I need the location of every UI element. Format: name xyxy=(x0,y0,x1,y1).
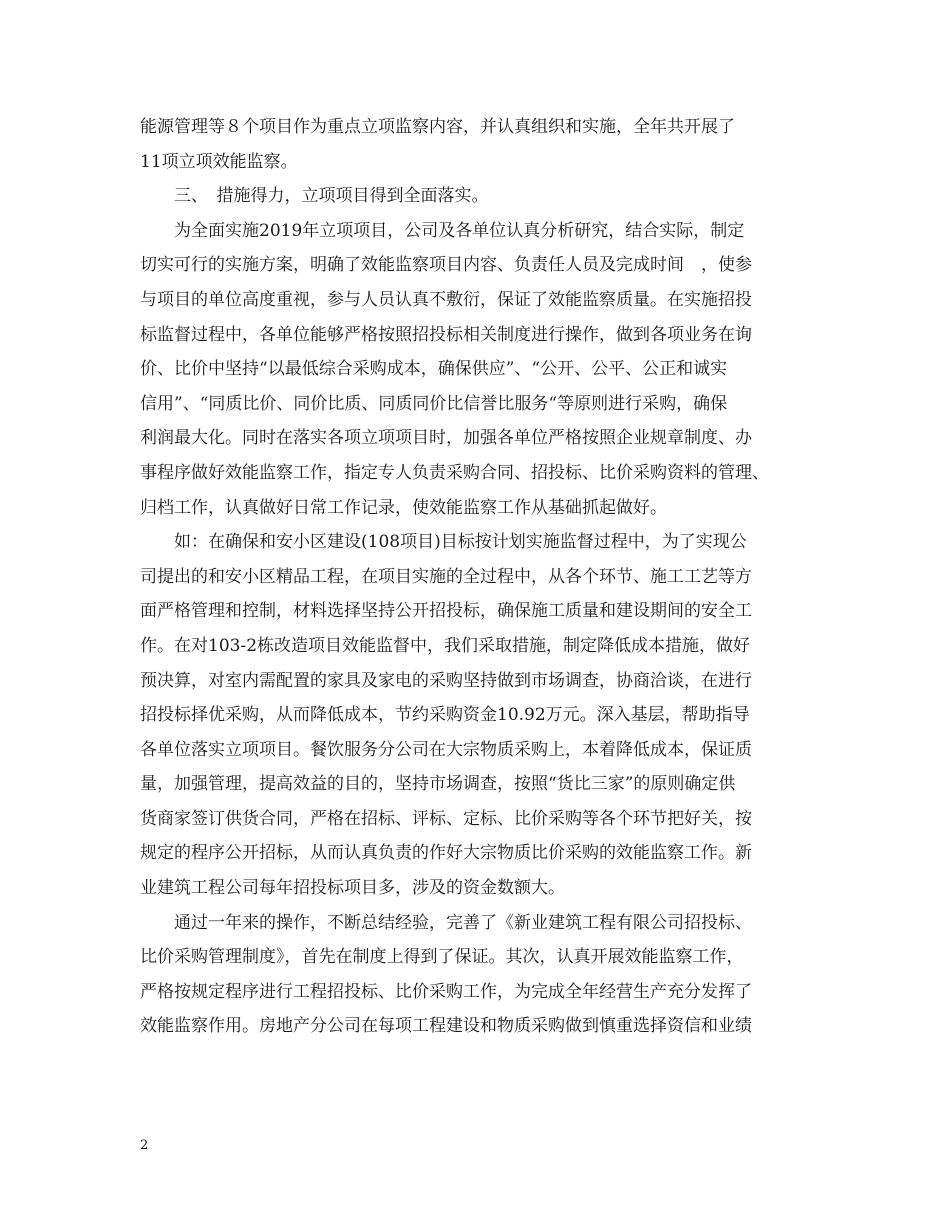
text-line: 比价采购管理制度》，首先在制度上得到了保证。其次，认真开展效能监察工作， xyxy=(140,947,744,968)
text-line: 各单位落实立项项目。餐饮服务分公司在大宗物质采购上，本着降低成本，保证质 xyxy=(140,739,752,760)
text-line: 三、 措施得力，立项项目得到全面落实。 xyxy=(174,186,489,207)
text-line: 量，加强管理，提高效益的目的，坚持市场调查，按照“货比三家”的原则确定供 xyxy=(140,774,736,795)
text-line: 信用”、“同质比价、同价比质、同质同价比信誉比服务“等原则进行采购，确保 xyxy=(140,393,728,414)
text-line: 标监督过程中，各单位能够严格按照招投标相关制度进行操作，做到各项业务在询 xyxy=(140,324,752,345)
text-line: 效能监察作用。房地产分公司在每项工程建设和物质采购做到慎重选择资信和业绩 xyxy=(140,1016,752,1037)
text-line: 通过一年来的操作，不断总结经验，完善了《新业建筑工程有限公司招投标、 xyxy=(174,912,752,933)
text-line: 预决算，对室内需配置的家具及家电的采购坚持做到市场调查，协商洽谈，在进行 xyxy=(140,670,752,691)
text-line: 切实可行的实施方案，明确了效能监察项目内容、负责任人员及完成时间 ，使参 xyxy=(140,255,752,276)
text-line: 与项目的单位高度重视，参与人员认真不敷衍，保证了效能监察质量。在实施招投 xyxy=(140,289,752,310)
text-line: 作。在对103-2栋改造项目效能监督中，我们采取措施，制定降低成本措施，做好 xyxy=(140,635,751,656)
text-line: 业建筑工程公司每年招投标项目多，涉及的资金数额大。 xyxy=(140,878,565,899)
text-line: 11项立项效能监察。 xyxy=(140,151,298,172)
text-line: 严格按规定程序进行工程招投标、比价采购工作，为完成全年经营生产充分发挥了 xyxy=(140,981,752,1002)
body-text xyxy=(140,110,820,1044)
text-line: 规定的程序公开招标，从而认真负责的作好大宗物质比价采购的效能监察工作。新 xyxy=(140,843,752,864)
text-line: 司提出的和安小区精品工程，在项目实施的全过程中，从各个环节、施工工艺等方 xyxy=(140,566,752,587)
page-number: 2 xyxy=(140,1138,149,1153)
text-line: 归档工作，认真做好日常工作记录，使效能监察工作从基础抓起做好。 xyxy=(140,497,667,518)
text-line: 面严格管理和控制，材料选择坚持公开招投标，确保施工质量和建设期间的安全工 xyxy=(140,601,752,622)
text-line: 为全面实施2019年立项项目，公司及各单位认真分析研究，结合实际，制定 xyxy=(174,220,745,241)
text-line: 招投标择优采购，从而降低成本，节约采购资金10.92万元。深入基层，帮助指导 xyxy=(140,705,750,726)
text-line: 如：在确保和安小区建设(108项目)目标按计划实施监督过程中，为了实现公 xyxy=(174,532,747,553)
text-line: 事程序做好效能监察工作，指定专人负责采购合同、招投标、比价采购资料的管理、 xyxy=(140,462,769,483)
text-line: 价、比价中坚持“以最低综合采购成本，确保供应”、“公开、公平、公正和诚实 xyxy=(140,359,728,380)
text-line: 货商家签订供货合同，严格在招标、评标、定标、比价采购等各个环节把好关，按 xyxy=(140,808,752,829)
text-line: 能源管理等８个项目作为重点立项监察内容，并认真组织和实施，全年共开展了 xyxy=(140,117,735,137)
text-line: 利润最大化。同时在落实各项立项项目时，加强各单位严格按照企业规章制度、办 xyxy=(140,428,752,449)
